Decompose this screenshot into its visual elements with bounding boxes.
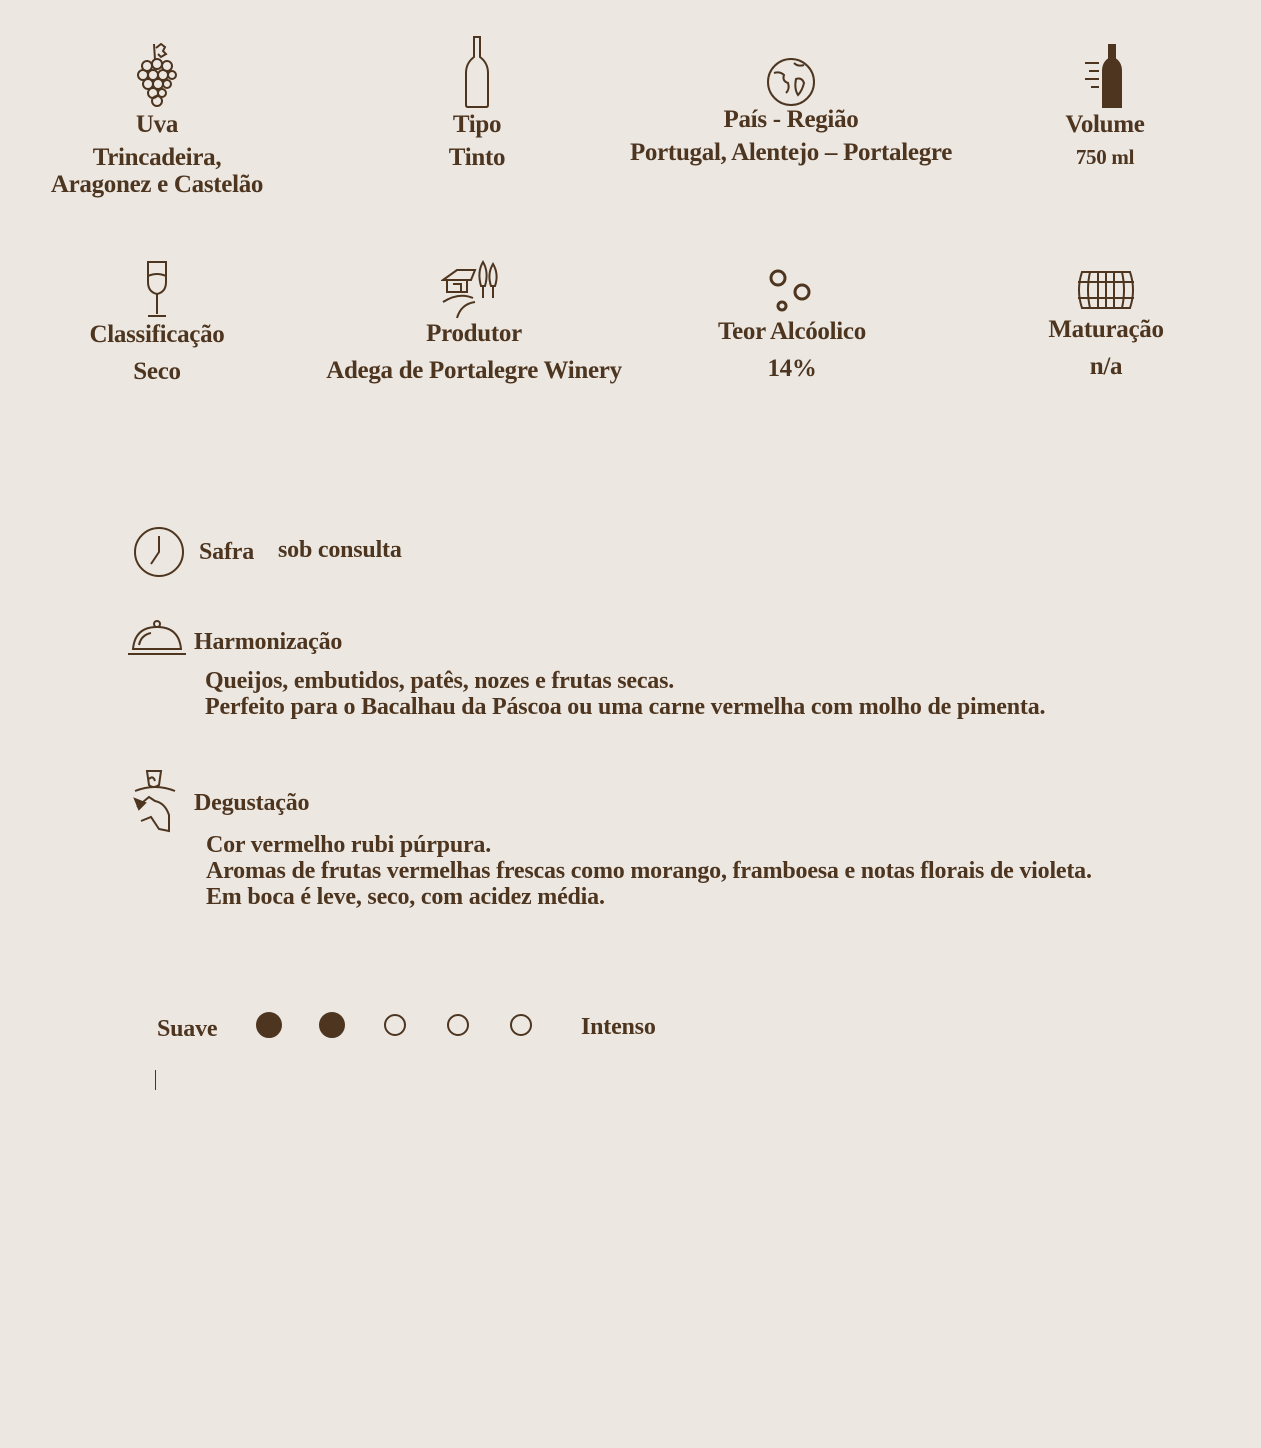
spec-maturacao <box>906 268 1261 380</box>
harmonizacao-label: Harmonização <box>194 629 343 655</box>
intensity-max-label: Intenso <box>581 1014 656 1040</box>
spec-label: Uva <box>135 111 179 138</box>
intensity-dot-empty <box>384 1014 406 1036</box>
spec-value: 14% <box>767 355 817 382</box>
safra-value: sob consulta <box>278 537 402 563</box>
spec-value: 750 ml <box>1075 145 1135 169</box>
spec-volume <box>905 43 1261 171</box>
grape-icon <box>135 42 179 108</box>
wine-glass-icon <box>144 260 170 320</box>
intensity-dot-empty <box>447 1014 469 1036</box>
spec-label: Volume <box>1065 111 1145 138</box>
cloche-icon <box>127 619 187 657</box>
spec-value: Adega de Portalegre Winery <box>326 357 622 384</box>
spec-value: Trincadeira, Aragonez e Castelão <box>50 144 264 198</box>
safra-label: Safra <box>199 539 254 565</box>
intensity-dot-empty <box>510 1014 532 1036</box>
degustacao-line: Aromas de frutas vermelhas frescas como morango, framboesa e notas florais de violeta. <box>206 858 1092 884</box>
degustacao-line: Em boca é leve, seco, com acidez média. <box>206 884 605 910</box>
spec-value: Tinto <box>448 144 506 171</box>
degustacao-line: Cor vermelho rubi púrpura. <box>206 832 492 858</box>
globe-icon <box>766 57 816 107</box>
spec-label: Maturação <box>1048 316 1164 343</box>
harmonizacao-text <box>205 668 1045 720</box>
harmonizacao-line: Perfeito para o Bacalhau da Páscoa ou uma carne vermelha com molho de pimenta. <box>205 694 1046 720</box>
text-cursor <box>155 1070 158 1090</box>
bottle-icon <box>464 35 490 109</box>
spec-label: Produtor <box>426 320 522 347</box>
spec-value: Portugal, Alentejo – Portalegre <box>629 139 953 166</box>
bubbles-icon <box>768 268 816 314</box>
spec-value: n/a <box>1089 353 1123 380</box>
intensity-dot-filled <box>256 1012 282 1038</box>
bottle-fast-icon <box>1083 43 1127 109</box>
tasting-hand-icon <box>133 767 181 835</box>
barrel-icon <box>1076 268 1136 312</box>
spec-label: Tipo <box>452 111 502 138</box>
degustacao-label: Degustação <box>194 790 310 816</box>
spec-label: Classificação <box>89 321 225 348</box>
clock-icon <box>133 526 185 578</box>
intensity-min-label: Suave <box>157 1016 218 1042</box>
degustacao-text <box>206 832 1092 910</box>
spec-label: Teor Alcóolico <box>718 318 866 345</box>
intensity-dot-filled <box>319 1012 345 1038</box>
winery-icon <box>441 260 507 320</box>
spec-label: País - Região <box>723 106 859 133</box>
spec-value: Seco <box>133 358 181 385</box>
harmonizacao-line: Queijos, embutidos, patês, nozes e frutas secas. <box>205 668 675 694</box>
